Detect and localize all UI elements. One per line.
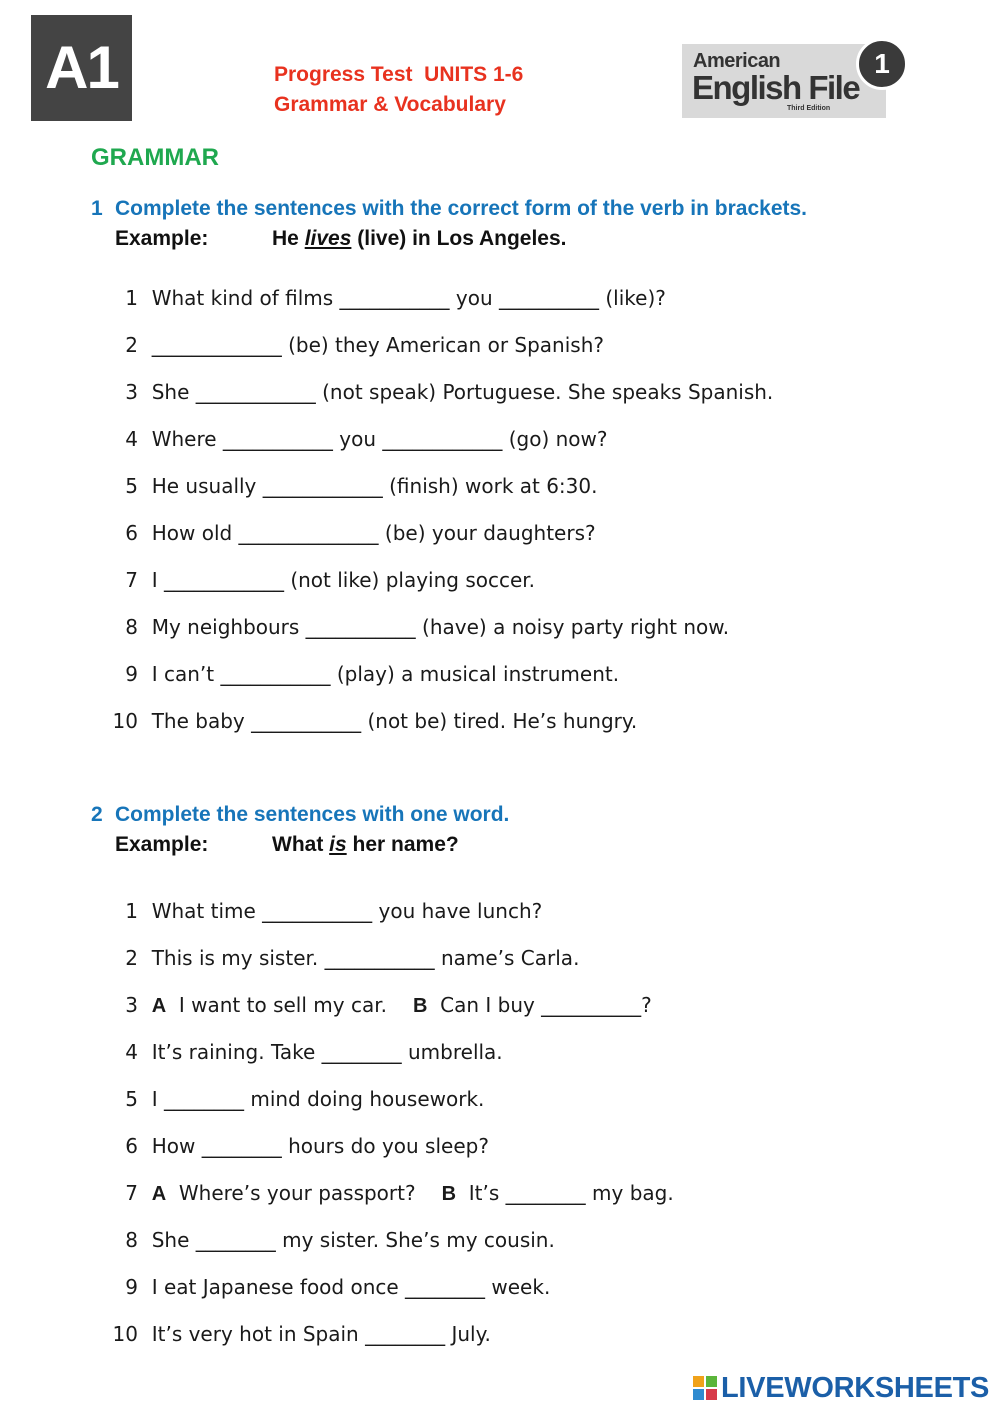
item-number: 3 — [125, 993, 138, 1017]
exercise-1-example — [91, 224, 971, 254]
list-item — [104, 888, 984, 935]
exercise-2-items — [104, 888, 984, 1358]
list-item — [104, 1217, 984, 1264]
example-before: What — [272, 833, 330, 856]
level-badge: A1 — [31, 15, 132, 121]
exercise-2-number: 2 — [91, 803, 103, 826]
item-sentence: It’s very hot in Spain ________ July. — [151, 1322, 491, 1346]
item-sentence: What kind of films ___________ you __________ (like)? — [151, 286, 666, 310]
exercise-1-instruction-text: Complete the sentences with the correct form of the verb in brackets. — [115, 197, 808, 220]
american-english-file-logo — [682, 44, 886, 118]
speaker-b-text: It’s ________ my bag. — [468, 1181, 674, 1205]
example-answer: is — [329, 833, 347, 856]
brand-edition: Third Edition — [787, 105, 831, 112]
item-number: 7 — [125, 568, 138, 592]
item-sentence: Where ___________ you ____________ (go) now? — [151, 427, 608, 451]
list-item — [104, 1029, 984, 1076]
exercise-2-instruction — [91, 800, 971, 830]
speaker-b-text: Can I buy __________? — [440, 993, 652, 1017]
item-number: 8 — [125, 1228, 138, 1252]
item-number: 1 — [125, 286, 138, 310]
section-heading-grammar: GRAMMAR — [91, 144, 219, 171]
speaker-a-text: I want to sell my car. — [178, 993, 387, 1017]
item-sentence: It’s raining. Take ________ umbrella. — [151, 1040, 503, 1064]
example-before: He — [272, 227, 305, 250]
list-item — [104, 557, 984, 604]
item-sentence: I eat Japanese food once ________ week. — [151, 1275, 551, 1299]
item-sentence — [151, 1170, 674, 1218]
item-sentence: How ________ hours do you sleep? — [151, 1134, 489, 1158]
list-item — [104, 322, 984, 369]
speaker-b-label: B — [441, 1183, 457, 1205]
item-sentence: How old ______________ (be) your daughters? — [151, 521, 596, 545]
list-item — [104, 1076, 984, 1123]
item-sentence: He usually ____________ (finish) work at 6:30. — [151, 474, 598, 498]
item-number: 10 — [112, 709, 138, 733]
item-number: 2 — [125, 333, 138, 357]
item-sentence — [151, 982, 652, 1030]
test-title — [274, 60, 523, 120]
liveworksheets-logo — [693, 1372, 989, 1404]
exercise-1-items — [104, 275, 984, 745]
speaker-b-label: B — [412, 995, 428, 1017]
item-number: 9 — [125, 1275, 138, 1299]
exercise-1-header — [91, 194, 971, 254]
list-item — [104, 510, 984, 557]
list-item — [104, 416, 984, 463]
test-title-line2: Grammar & Vocabulary — [274, 93, 506, 116]
exercise-2-example — [91, 830, 971, 860]
item-number: 1 — [125, 899, 138, 923]
list-item — [104, 982, 984, 1029]
item-number: 9 — [125, 662, 138, 686]
list-item — [104, 935, 984, 982]
item-sentence: What time ___________ you have lunch? — [151, 899, 543, 923]
item-sentence: This is my sister. ___________ name’s Carla. — [151, 946, 580, 970]
list-item — [104, 1264, 984, 1311]
list-item — [104, 651, 984, 698]
item-number: 7 — [125, 1181, 138, 1205]
item-sentence: She ____________ (not speak) Portuguese. She speaks Spanish. — [151, 380, 774, 404]
item-number: 5 — [125, 474, 138, 498]
item-sentence: She ________ my sister. She’s my cousin. — [151, 1228, 555, 1252]
list-item — [104, 1311, 984, 1358]
list-item — [104, 463, 984, 510]
item-number: 10 — [112, 1322, 138, 1346]
liveworksheets-text: LIVEWORKSHEETS — [721, 1372, 990, 1404]
item-number: 6 — [125, 1134, 138, 1158]
item-sentence: _____________ (be) they American or Spanish? — [151, 333, 604, 357]
item-number: 4 — [125, 427, 138, 451]
brand-level-number: 1 — [856, 38, 908, 90]
item-number: 8 — [125, 615, 138, 639]
speaker-a-label: A — [151, 995, 167, 1017]
example-label: Example: — [115, 833, 209, 856]
item-number: 5 — [125, 1087, 138, 1111]
list-item — [104, 698, 984, 745]
liveworksheets-icon — [693, 1376, 717, 1400]
item-sentence: The baby ___________ (not be) tired. He’s hungry. — [151, 709, 638, 733]
item-number: 3 — [125, 380, 138, 404]
list-item — [104, 369, 984, 416]
exercise-2-instruction-text: Complete the sentences with one word. — [115, 803, 510, 826]
item-number: 4 — [125, 1040, 138, 1064]
example-after: her name? — [346, 833, 459, 856]
example-label: Example: — [115, 227, 209, 250]
example-answer: lives — [304, 227, 352, 250]
item-sentence: I ________ mind doing housework. — [151, 1087, 485, 1111]
exercise-2-header — [91, 800, 971, 860]
item-sentence: I ____________ (not like) playing soccer. — [151, 568, 536, 592]
list-item — [104, 1170, 984, 1217]
example-after: (live) in Los Angeles. — [351, 227, 567, 250]
exercise-1-number: 1 — [91, 197, 103, 220]
item-number: 6 — [125, 521, 138, 545]
test-title-line1: Progress Test UNITS 1-6 — [274, 63, 524, 86]
brand-line2: English File — [692, 69, 860, 106]
item-sentence: My neighbours ___________ (have) a noisy party right now. — [151, 615, 730, 639]
list-item — [104, 604, 984, 651]
list-item — [104, 275, 984, 322]
brand-line1: American — [693, 50, 781, 72]
speaker-a-label: A — [151, 1183, 167, 1205]
speaker-a-text: Where’s your passport? — [178, 1181, 416, 1205]
list-item — [104, 1123, 984, 1170]
exercise-1-instruction — [91, 194, 971, 224]
item-sentence: I can’t ___________ (play) a musical instrument. — [151, 662, 620, 686]
item-number: 2 — [125, 946, 138, 970]
